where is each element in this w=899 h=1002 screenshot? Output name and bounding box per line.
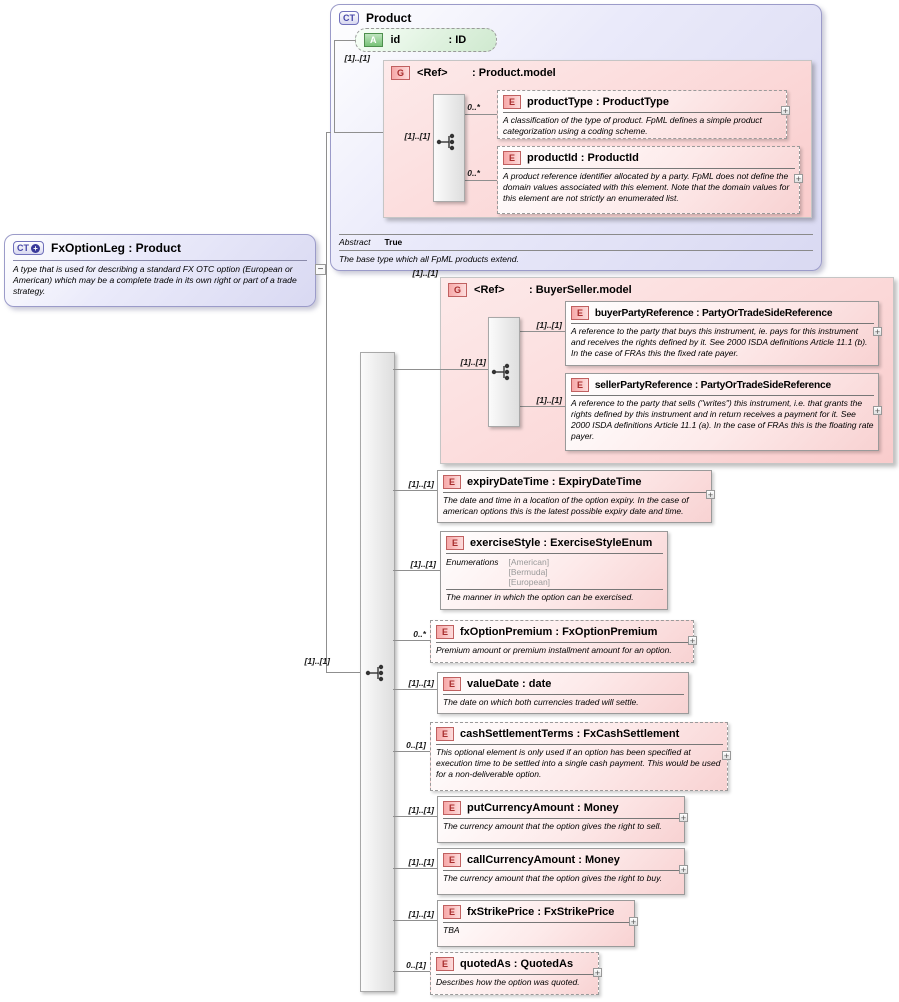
- element-label: productType : ProductType: [527, 96, 670, 108]
- cardinality-label: [1]..[1]: [408, 857, 434, 867]
- expand-fxOptionPremium-icon[interactable]: +: [689, 636, 696, 646]
- element-annotation: The currency amount that the option gives the right to sell.: [443, 818, 680, 832]
- element-label: valueDate : date: [467, 678, 552, 690]
- complextype-fxoptionleg-header: [5, 235, 315, 258]
- cardinality-label: 0..*: [413, 629, 426, 639]
- abstract-label: Abstract: [339, 236, 371, 247]
- element-header: [438, 673, 688, 693]
- element-header: [566, 374, 878, 394]
- sequence-icon: [365, 663, 391, 683]
- abstract-row: [339, 234, 813, 250]
- cardinality-label: [1]..[1]: [536, 320, 562, 330]
- connector-line: [393, 751, 430, 752]
- cardinality-label: [1]..[1]: [410, 559, 436, 569]
- element-label: productId : ProductId: [527, 152, 639, 164]
- element-label: quotedAs : QuotedAs: [460, 958, 574, 970]
- element-productType[interactable]: [497, 90, 787, 139]
- connector-line: [393, 689, 437, 690]
- element-annotation: A reference to the party that buys this instrument, ie. pays for this instrument and receives the rights defined by it. See 2000 ISDA definitions Article 11.1 (b). In the case of FRAs this the fixed rate payer.: [571, 323, 874, 359]
- complextype-product-title: Product: [366, 11, 412, 25]
- element-expiryDateTime[interactable]: [437, 470, 712, 523]
- element-icon: E: [503, 151, 521, 165]
- element-header: [431, 621, 693, 641]
- connector-line: [393, 971, 430, 972]
- element-label: expiryDateTime : ExpiryDateTime: [467, 476, 642, 488]
- cardinality-label: 0..*: [467, 168, 480, 178]
- element-fxOptionPremium[interactable]: [430, 620, 694, 663]
- expand-productType-icon[interactable]: +: [782, 106, 789, 116]
- element-annotation: Premium amount or premium installment amount for an option.: [436, 642, 689, 656]
- element-label: putCurrencyAmount : Money: [467, 802, 619, 814]
- cardinality-label: [1]..[1]: [536, 395, 562, 405]
- group-type: : BuyerSeller.model: [529, 284, 632, 296]
- expand-sellerPartyReference-icon[interactable]: +: [874, 406, 881, 416]
- connector-line: [518, 406, 565, 407]
- group-buyerseller-header: [441, 278, 893, 302]
- element-icon: E: [443, 801, 461, 815]
- expand-productId-icon[interactable]: +: [795, 174, 802, 184]
- complextype-product-header: [331, 5, 821, 28]
- element-fxStrikePrice[interactable]: [437, 900, 635, 947]
- element-putCurrencyAmount[interactable]: [437, 796, 685, 843]
- element-label: callCurrencyAmount : Money: [467, 854, 620, 866]
- cardinality-label: [1]..[1]: [404, 131, 430, 141]
- connector-line: [463, 114, 497, 115]
- attribute-id-box[interactable]: [355, 28, 497, 52]
- element-annotation: The date and time in a location of the option expiry. In the case of american options this is the latest possible expiry date and time.: [443, 492, 707, 517]
- attribute-icon: A: [364, 33, 383, 47]
- enumerations-label: Enumerations: [446, 557, 499, 567]
- expand-cashSettlementTerms-icon[interactable]: +: [723, 751, 730, 761]
- enumeration-value: [Bermuda]: [508, 567, 548, 578]
- expand-callCurrencyAmount-icon[interactable]: +: [680, 865, 687, 875]
- element-annotation: Describes how the option was quoted.: [436, 974, 594, 988]
- element-icon: E: [446, 536, 464, 550]
- element-icon: E: [503, 95, 521, 109]
- group-name: <Ref>: [417, 67, 448, 79]
- element-icon: E: [443, 853, 461, 867]
- element-icon: E: [443, 475, 461, 489]
- group-icon: G: [391, 66, 410, 80]
- element-annotation: A reference to the party that sells ("writes") this instrument, i.e. that grants the rights defined by this instrument and in return receives a payment for it. See 2000 ISDA definitions Article 11.1 (a). In the case of FRAs this is the floating rate payer.: [571, 395, 874, 442]
- element-header: [438, 901, 634, 921]
- element-icon: E: [436, 625, 454, 639]
- element-header: [441, 532, 667, 552]
- enumeration-values: [508, 557, 550, 588]
- element-label: fxStrikePrice : FxStrikePrice: [467, 906, 615, 918]
- enumerations-row: [446, 553, 663, 588]
- complextype-fxoptionleg-box[interactable]: [4, 234, 316, 307]
- connector-line: [393, 920, 437, 921]
- element-annotation: The currency amount that the option gives the right to buy.: [443, 870, 680, 884]
- element-annotation: TBA: [443, 922, 630, 936]
- element-exerciseStyle[interactable]: [440, 531, 668, 610]
- element-icon: E: [436, 957, 454, 971]
- element-label: sellerPartyReference : PartyOrTradeSideReference: [594, 379, 831, 391]
- sequence-icon: [436, 132, 462, 152]
- element-annotation: A product reference identifier allocated by a party. FpML does not define the domain values associated with this element. Note that the domain values for this element are not strictly an enumerated list.: [503, 168, 795, 204]
- abstract-value: True: [384, 236, 403, 247]
- cardinality-label: [1]..[1]: [408, 479, 434, 489]
- connector-line: [393, 816, 437, 817]
- connector-line: [334, 40, 335, 132]
- complextype-fxoptionleg-title: FxOptionLeg : Product: [51, 241, 181, 255]
- connector-line: [326, 132, 327, 672]
- connector-line: [393, 868, 437, 869]
- cardinality-label: 0..[1]: [406, 740, 426, 750]
- element-icon: E: [436, 727, 454, 741]
- connector-line: [326, 672, 360, 673]
- complextype-extension-icon: CT +: [13, 241, 44, 255]
- element-header: [498, 91, 786, 111]
- product-footer: [339, 234, 813, 265]
- element-header: [566, 302, 878, 322]
- cardinality-label: [1]..[1]: [408, 909, 434, 919]
- product-annotation: The base type which all FpML products extend.: [339, 250, 813, 265]
- element-header: [438, 471, 711, 491]
- element-annotation: The manner in which the option can be exercised.: [446, 589, 663, 603]
- sequence-icon: [491, 362, 517, 382]
- connector-line: [463, 180, 497, 181]
- element-icon: E: [571, 306, 589, 320]
- element-header: [498, 147, 799, 167]
- element-annotation: A classification of the type of product. FpML defines a simple product categorization using a coding scheme.: [503, 112, 782, 137]
- expand-expiryDateTime-icon[interactable]: +: [707, 490, 714, 500]
- cardinality-label: [1]..[1]: [304, 656, 330, 666]
- group-product-model-header: [384, 61, 811, 85]
- cardinality-label: 0..*: [467, 102, 480, 112]
- element-valueDate[interactable]: [437, 672, 689, 714]
- element-header: [438, 849, 684, 869]
- enumeration-value: [European]: [508, 577, 551, 588]
- expand-quotedAs-icon[interactable]: +: [594, 968, 601, 978]
- expand-fxStrikePrice-icon[interactable]: +: [630, 917, 637, 927]
- element-header: [438, 797, 684, 817]
- element-icon: E: [443, 905, 461, 919]
- expand-putCurrencyAmount-icon[interactable]: +: [680, 813, 687, 823]
- enumeration-value: [American]: [508, 557, 550, 567]
- cardinality-label: [1]..[1]: [408, 678, 434, 688]
- connector-line: [518, 331, 565, 332]
- complextype-icon: CT: [339, 11, 359, 25]
- element-label: buyerPartyReference : PartyOrTradeSideReference: [594, 307, 833, 319]
- element-icon: E: [443, 677, 461, 691]
- expand-buyerPartyReference-icon[interactable]: +: [874, 327, 881, 337]
- group-type: : Product.model: [472, 67, 556, 79]
- main-sequence-compositor[interactable]: [360, 352, 395, 992]
- cardinality-label: [1]..[1]: [412, 268, 438, 278]
- element-annotation: The date on which both currencies traded will settle.: [443, 694, 684, 708]
- connector-line: [334, 40, 357, 41]
- element-callCurrencyAmount[interactable]: [437, 848, 685, 895]
- element-icon: E: [571, 378, 589, 392]
- group-name: <Ref>: [474, 284, 505, 296]
- element-productId[interactable]: [497, 146, 800, 214]
- element-quotedAs[interactable]: [430, 952, 599, 995]
- attribute-name: id: [390, 34, 401, 46]
- collapse-fxoptionleg-icon[interactable]: −: [315, 264, 326, 275]
- element-annotation: This optional element is only used if an option has been specified at execution time to be settled into a single cash payment. This would be used for a non-deliverable option.: [436, 744, 723, 780]
- group-icon: G: [448, 283, 467, 297]
- element-label: exerciseStyle : ExerciseStyleEnum: [470, 537, 653, 549]
- sequence-compositor[interactable]: [488, 317, 520, 427]
- element-header: [431, 953, 598, 973]
- cardinality-label: [1]..[1]: [460, 357, 486, 367]
- element-sellerPartyReference[interactable]: [565, 373, 879, 451]
- element-header: [431, 723, 727, 743]
- element-cashSettlementTerms[interactable]: [430, 722, 728, 791]
- element-label: fxOptionPremium : FxOptionPremium: [460, 626, 658, 638]
- attribute-type: : ID: [448, 34, 467, 46]
- connector-line: [393, 570, 440, 571]
- cardinality-label: [1]..[1]: [344, 53, 370, 63]
- connector-line: [334, 132, 383, 133]
- connector-line: [393, 490, 437, 491]
- connector-line: [393, 640, 430, 641]
- element-label: cashSettlementTerms : FxCashSettlement: [460, 728, 680, 740]
- element-buyerPartyReference[interactable]: [565, 301, 879, 366]
- cardinality-label: 0..[1]: [406, 960, 426, 970]
- connector-line: [393, 369, 488, 370]
- fxoptionleg-annotation: A type that is used for describing a standard FX OTC option (European or American) which may be a complete trade in its own right or part of a trade strategy.: [13, 260, 307, 298]
- cardinality-label: [1]..[1]: [408, 805, 434, 815]
- connector-line: [326, 132, 331, 133]
